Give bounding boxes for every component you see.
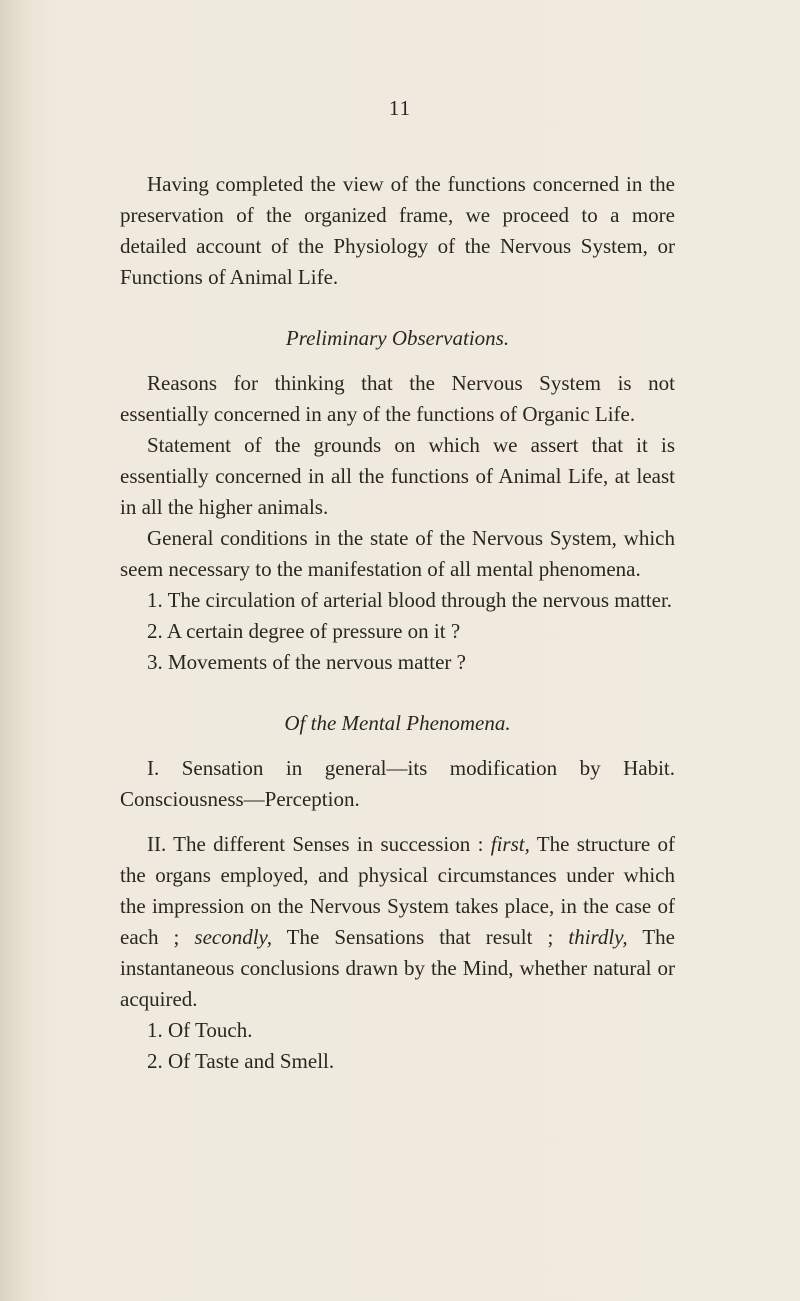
list-item: 1. Of Touch.	[147, 1018, 253, 1042]
text-run: The instantaneous conclusions drawn by the Mind, whether natural or acquired.	[120, 925, 675, 1011]
text-run: The Sensations that result ;	[271, 925, 569, 949]
intro-paragraph: Having completed the view of the functions concerned in the preservation of the organized frame, we proceed to a more detailed account of the Physiology of the Nervous System, or Functions of Animal Life.	[120, 172, 675, 289]
text-run: II. The different Senses in succession :	[147, 832, 491, 856]
emphasis: secondly,	[194, 925, 272, 949]
page-body	[120, 169, 675, 1077]
list-item: 1. The circulation of arterial blood through the nervous matter.	[147, 588, 673, 612]
paragraph: Statement of the grounds on which we assert that it is essentially concerned in all the functions of Animal Life, at least in all the higher animals.	[120, 433, 675, 519]
text-run: The structure of the organs employed, and physical circumstances under which the impression on the Nervous System takes place, in the case of each ;	[120, 832, 675, 949]
emphasis: first,	[490, 832, 530, 856]
list-item: 3. Movements of the nervous matter ?	[147, 650, 466, 674]
paragraph-II	[120, 829, 675, 1015]
section-heading-mental-phenomena: Of the Mental Phenomena.	[284, 711, 511, 735]
page-number: 11	[388, 96, 412, 120]
paragraph: General conditions in the state of the Nervous System, which seem necessary to the manifestation of all mental phenomena.	[120, 526, 675, 581]
paragraph-I: I. Sensation in general—its modification by Habit. Consciousness—Perception.	[120, 756, 675, 811]
paragraph: Reasons for thinking that the Nervous System is not essentially concerned in any of the functions of Organic Life.	[120, 371, 675, 426]
section-heading-preliminary: Preliminary Observations.	[285, 326, 510, 350]
list-item: 2. A certain degree of pressure on it ?	[147, 619, 461, 643]
list-item: 2. Of Taste and Smell.	[147, 1049, 335, 1073]
emphasis: thirdly,	[568, 925, 628, 949]
